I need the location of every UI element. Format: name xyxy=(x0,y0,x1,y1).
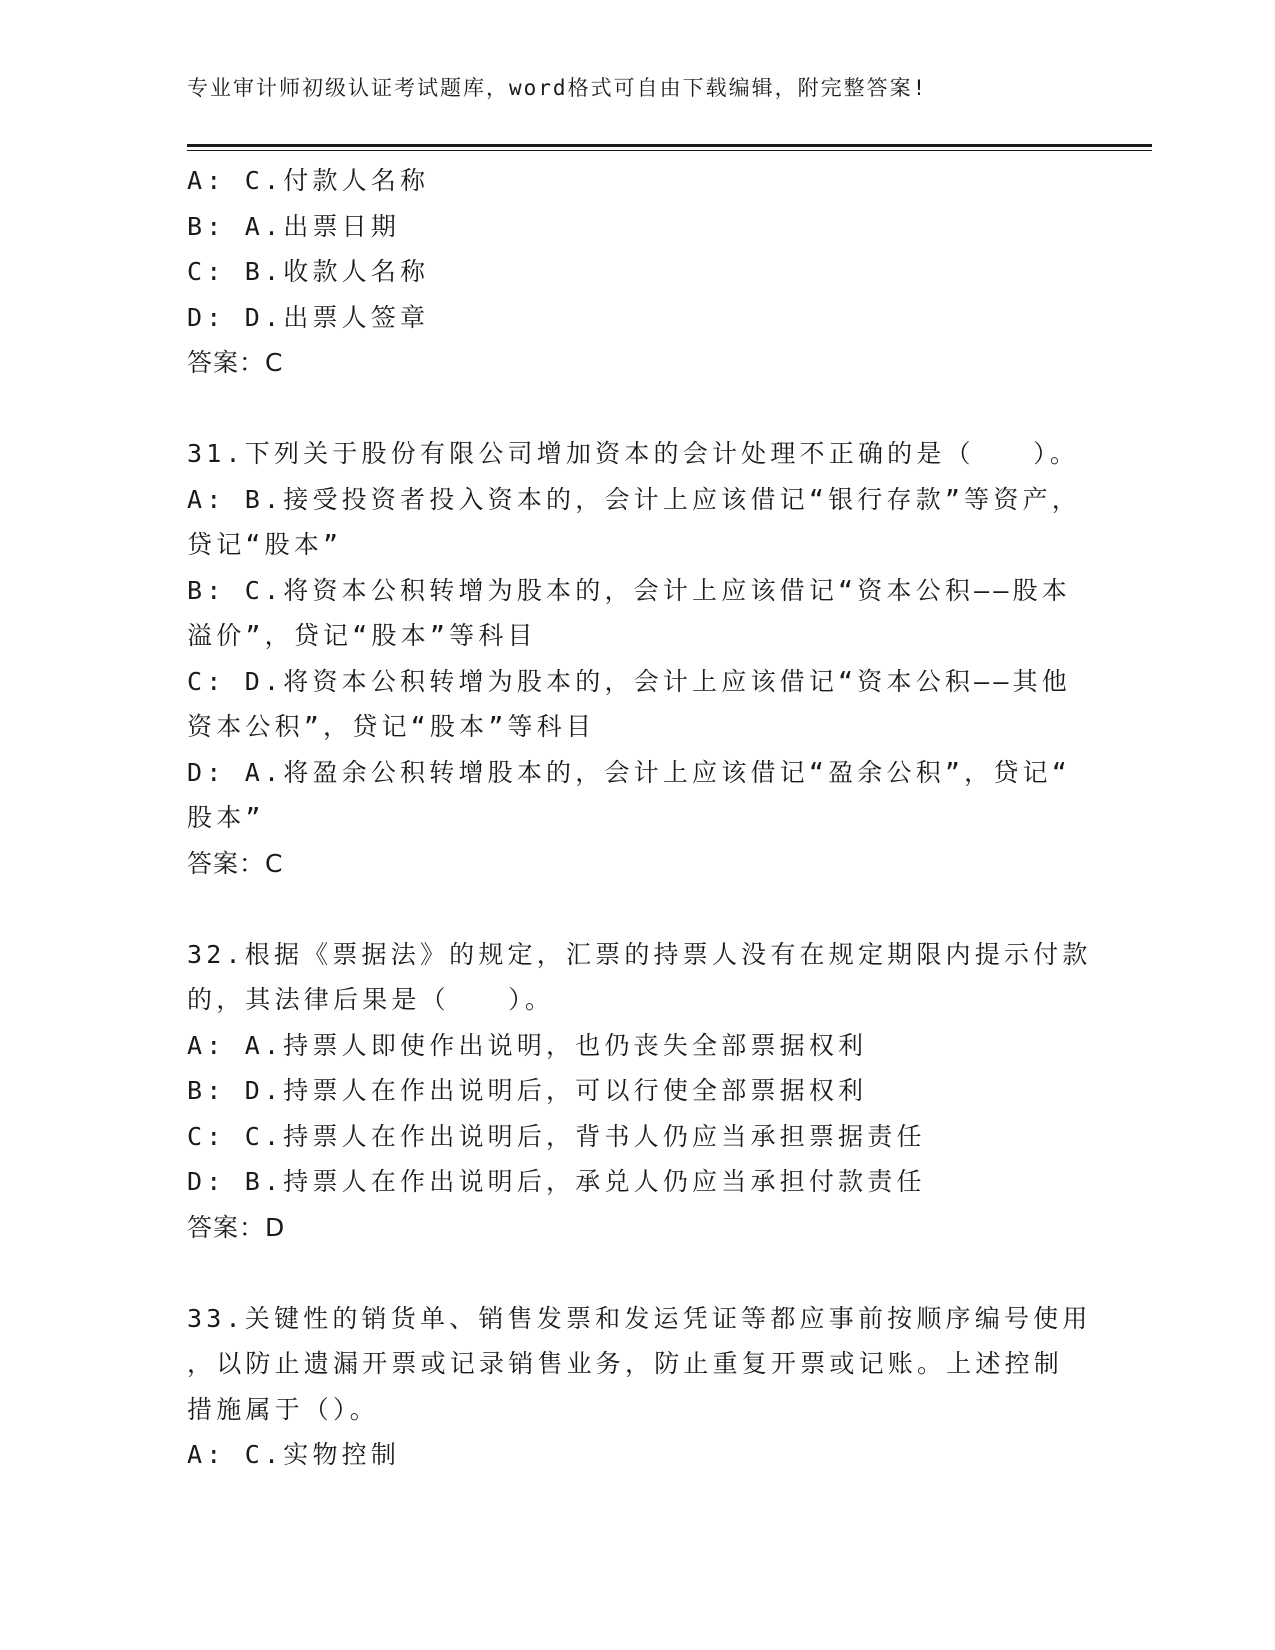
question-32 xyxy=(187,932,1092,1251)
option-c: C: B.收款人名称 xyxy=(187,257,430,286)
option-c: C: D.将资本公积转增为股本的，会计上应该借记“资本公积——其他 xyxy=(187,666,1072,696)
question-text: 32.根据《票据法》的规定，汇票的持票人没有在规定期限内提示付款 xyxy=(187,939,1092,969)
question-text: 31.下列关于股份有限公司增加资本的会计处理不正确的是（ ）。 xyxy=(187,439,1080,468)
option-d-cont: 股本” xyxy=(187,803,265,832)
question-text: 33.关键性的销货单、销售发票和发运凭证等都应事前按顺序编号使用 xyxy=(187,1303,1092,1333)
page-header: 专业审计师初级认证考试题库，word格式可自由下载编辑，附完整答案! xyxy=(187,76,928,100)
option-d: D: B.持票人在作出说明后，承兑人仍应当承担付款责任 xyxy=(187,1167,926,1196)
option-b: B: D.持票人在作出说明后，可以行使全部票据权利 xyxy=(187,1076,868,1105)
option-d: D: A.将盈余公积转增股本的，会计上应该借记“盈余公积”，贷记“ xyxy=(187,757,1072,787)
option-c-cont: 资本公积”，贷记“股本”等科目 xyxy=(187,712,596,741)
continued-question xyxy=(187,158,1072,386)
question-text-cont: 的，其法律后果是（ ）。 xyxy=(187,985,555,1014)
document-body xyxy=(187,158,1092,1478)
option-a-cont: 贷记“股本” xyxy=(187,530,343,559)
answer: 答案：C xyxy=(187,348,284,377)
header-rule-thick xyxy=(187,144,1152,147)
option-a: A: C.实物控制 xyxy=(187,1440,401,1469)
answer: 答案：C xyxy=(187,848,284,878)
option-b: B: A.出票日期 xyxy=(187,211,401,241)
option-a: A: B.接受投资者投入资本的，会计上应该借记“银行存款”等资产， xyxy=(187,484,1081,514)
option-d: D: D.出票人签章 xyxy=(187,302,430,332)
option-a: A: A.持票人即使作出说明，也仍丧失全部票据权利 xyxy=(187,1030,868,1060)
option-b-cont: 溢价”，贷记“股本”等科目 xyxy=(187,621,537,650)
question-text-cont: 措施属于（）。 xyxy=(187,1394,379,1424)
question-33 xyxy=(187,1296,1092,1478)
option-a: A: C.付款人名称 xyxy=(187,166,430,195)
answer: 答案：D xyxy=(187,1212,286,1242)
option-c: C: C.持票人在作出说明后，背书人仍应当承担票据责任 xyxy=(187,1121,926,1151)
question-31 xyxy=(187,431,1081,886)
header-rule-thin xyxy=(187,150,1152,151)
question-text-cont: ，以防止遗漏开票或记录销售业务，防止重复开票或记账。上述控制 xyxy=(187,1349,1064,1378)
option-b: B: C.将资本公积转增为股本的，会计上应该借记“资本公积——股本 xyxy=(187,575,1072,605)
